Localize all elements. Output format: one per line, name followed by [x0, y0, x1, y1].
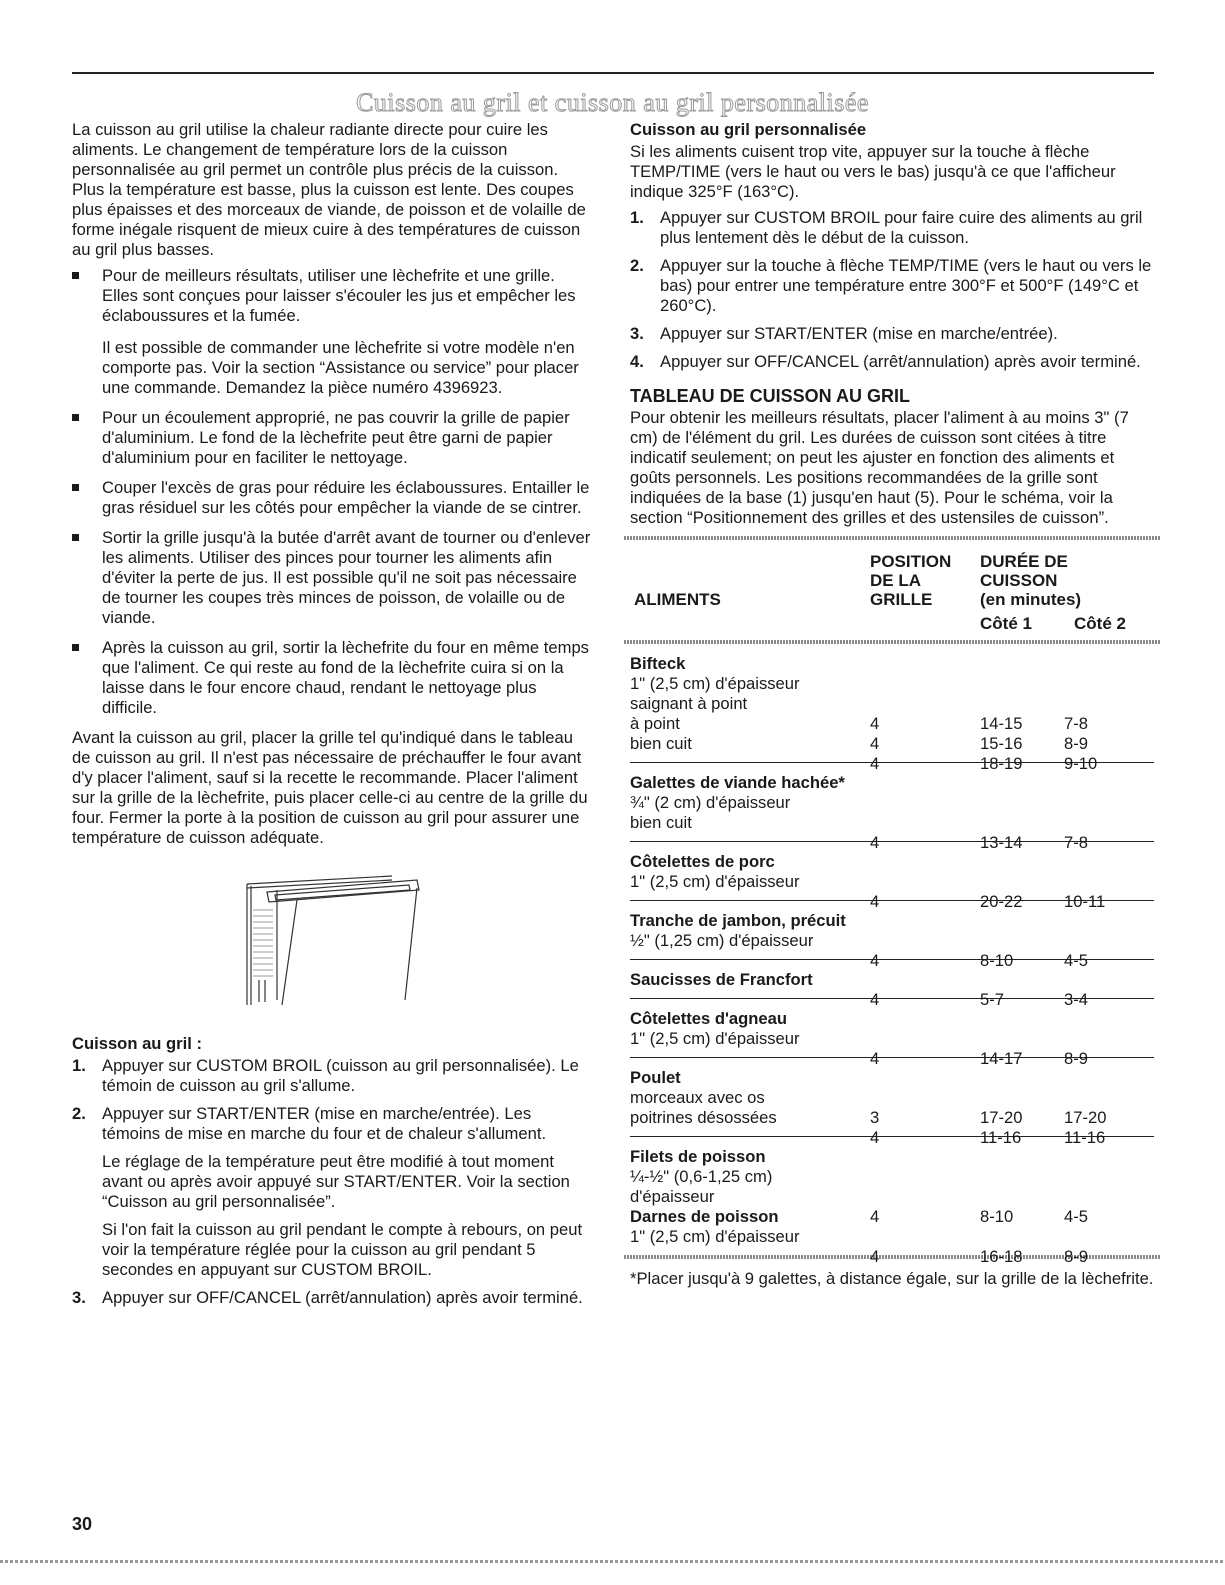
row-side1: 13-14 — [980, 833, 1023, 852]
top-rule — [72, 72, 1154, 74]
table-heading: TABLEAU DE CUISSON AU GRIL — [630, 386, 911, 406]
bullet-square-icon — [72, 534, 79, 541]
row-side1: 5-7 — [980, 990, 1004, 1009]
broil-step — [72, 1104, 592, 1280]
custom-broil-step — [630, 324, 1154, 344]
step-text: Appuyer sur OFF/CANCEL (arrêt/annulation) après avoir terminé. — [660, 352, 1141, 371]
broil-steps-list — [72, 1056, 592, 1308]
custom-broil-step — [630, 352, 1154, 372]
step-number: 3. — [72, 1288, 86, 1307]
food-name: Saucisses de Francfort — [630, 970, 813, 989]
oven-door-broil-stop-icon — [237, 870, 437, 1010]
row-side2: 8-9 — [1064, 734, 1088, 753]
row-side2: 10-11 — [1064, 892, 1106, 911]
tip-item — [72, 408, 592, 468]
custom-broil-step — [630, 208, 1154, 248]
food-name: Poulet — [630, 1068, 681, 1087]
row-label: 1" (2,5 cm) d'épaisseur — [630, 872, 800, 891]
table-row — [630, 694, 1154, 733]
right-column — [630, 120, 1154, 1295]
row-side2: 11-16 — [1064, 1128, 1106, 1147]
broil-setup-paragraph: Avant la cuisson au gril, placer la grille tel qu'indiqué dans le tableau de cuisson au gril. Il n'est pas nécessaire de préchauffer le four avant d'y placer l'aliment, sauf si la recette le recommande. Placer l'aliment sur la grille de la lèchefrite, puis placer celle-ci au centre de la grille du four. Fermer la porte à la position de cuisson au gril pour assurer une température de cuisson adéquate. — [72, 728, 588, 847]
tip-text: Après la cuisson au gril, sortir la lèchefrite du four en même temps que l'aliment. Ce qui reste au fond de la lèchefrite cuira si on la laisse dans le four encore chaud, rendant le nettoyage plus difficile. — [102, 638, 589, 717]
header-position-line2: DE LA — [870, 571, 921, 590]
row-side1: 20-22 — [980, 892, 1023, 911]
row-side1: 11-16 — [980, 1128, 1022, 1147]
step-number: 1. — [630, 208, 644, 227]
step-subtext: Si l'on fait la cuisson au gril pendant le compte à rebours, on peut voir la température réglée pour la cuisson au gril pendant 5 secondes en appuyant sur CUSTOM BROIL. — [102, 1220, 583, 1279]
header-time-line1: DURÉE DE — [980, 552, 1068, 571]
row-label: à point — [630, 714, 680, 733]
bullet-square-icon — [72, 272, 79, 279]
custom-broil-step — [630, 256, 1154, 316]
row-side2: 9-10 — [1064, 754, 1098, 773]
bullet-square-icon — [72, 484, 79, 491]
table-group — [630, 1068, 1154, 1147]
table-row — [630, 734, 1154, 773]
row-side2: 8-9 — [1064, 1247, 1088, 1266]
row-side1: 8-10 — [980, 951, 1014, 970]
header-position-line1: POSITION — [870, 552, 952, 571]
table-body — [630, 644, 1154, 1266]
table-row — [630, 970, 1154, 1009]
row-label: poitrines désossées — [630, 1108, 777, 1127]
table-row — [630, 872, 1154, 911]
row-position: 4 — [870, 1207, 880, 1226]
step-text: Appuyer sur OFF/CANCEL (arrêt/annulation) après avoir terminé. — [102, 1288, 583, 1307]
table-group — [630, 1147, 1154, 1266]
row-label: 1" (2,5 cm) d'épaisseur — [630, 1029, 800, 1048]
header-time-line2: CUISSON — [980, 571, 1058, 590]
step-text: Appuyer sur CUSTOM BROIL (cuisson au gril personnalisée). Le témoin de cuisson au gril s'allume. — [102, 1056, 579, 1095]
header-time — [980, 552, 1081, 609]
table-intro: Pour obtenir les meilleurs résultats, placer l'aliment à au moins 3" (7 cm) de l'élément du gril. Les durées de cuisson sont citées à titre indicatif seulement; on peut les ajuster en fonction des aliments et goûts personnels. Les positions recommandées de la grille sont indiquées de la base (1) jusqu'en haut (5). Pour le schéma, voir la section “Positionnement des grilles et des ustensiles de cuisson”. — [630, 408, 1129, 527]
tip-item — [72, 528, 592, 628]
page-number: 30 — [72, 1514, 93, 1534]
table-row — [630, 1029, 1154, 1068]
header-side2: Côté 2 — [1074, 614, 1126, 633]
table-row — [630, 1108, 1154, 1147]
broiling-chart — [630, 536, 1154, 1266]
step-number: 1. — [72, 1056, 86, 1075]
row-position: 4 — [870, 1247, 880, 1266]
broil-step — [72, 1056, 592, 1096]
table-group — [630, 970, 1154, 1009]
row-side1: 8-10 — [980, 1207, 1014, 1226]
row-side2: 8-9 — [1064, 1049, 1088, 1068]
page-title: Cuisson au gril et cuisson au gril personnalisée — [356, 88, 869, 117]
row-label: bien cuit — [630, 734, 692, 753]
step-text: Appuyer sur START/ENTER (mise en marche/entrée). Les témoins de mise en marche du four et de chaleur s'allument. — [102, 1104, 547, 1143]
table-header — [630, 540, 1154, 640]
broil-step — [72, 1288, 592, 1308]
table-group — [630, 654, 1154, 773]
row-label: morceaux avec os — [630, 1088, 765, 1107]
row-side1: 14-15 — [980, 714, 1023, 733]
header-position — [870, 552, 951, 609]
table-row — [630, 1227, 1154, 1266]
row-side1: 16-18 — [980, 1247, 1023, 1266]
row-side2: 4-5 — [1064, 951, 1088, 970]
step-subtext: Le réglage de la température peut être modifié à tout moment avant ou après avoir appuyé sur START/ENTER. Voir la section “Cuisson au gril personnalisée”. — [102, 1152, 570, 1211]
row-label: d'épaisseur — [630, 1187, 715, 1206]
table-row — [630, 813, 1154, 852]
table-group — [630, 852, 1154, 911]
tip-item — [72, 266, 592, 398]
header-side1: Côté 1 — [980, 614, 1032, 633]
tip-subtext: Il est possible de commander une lèchefrite si votre modèle n'en comporte pas. Voir la section “Assistance ou service” pour placer une commande. Demandez la pièce numéro 4396923. — [102, 338, 579, 397]
tip-text: Sortir la grille jusqu'à la butée d'arrêt avant de tourner ou d'enlever les aliments. Utiliser des pinces pour tourner les aliments afin d'éviter la perte de jus. Il est possible qu'il ne soit pas nécessaire de tourner les coupes très minces de poisson, de volaille ou de viande. — [102, 528, 591, 627]
row-position: 4 — [870, 833, 880, 852]
tip-text: Couper l'excès de gras pour réduire les éclaboussures. Entailler le gras résiduel sur les côtés pour empêcher la viande de se cintrer. — [102, 478, 590, 517]
row-side1: 15-16 — [980, 734, 1023, 753]
table-group — [630, 1009, 1154, 1068]
row-label: bien cuit — [630, 813, 692, 832]
row-position: 4 — [870, 1128, 880, 1147]
custom-broil-heading: Cuisson au gril personnalisée — [630, 120, 867, 139]
table-group — [630, 773, 1154, 852]
row-position: 3 — [870, 1108, 880, 1127]
row-side1: 18-19 — [980, 754, 1023, 773]
food-name: Tranche de jambon, précuit — [630, 911, 846, 930]
table-row — [630, 931, 1154, 970]
step-text: Appuyer sur la touche à flèche TEMP/TIME (vers le haut ou vers le bas) pour entrer une température entre 300°F et 500°F (149°C et 260°C). — [660, 256, 1152, 315]
row-position: 4 — [870, 754, 880, 773]
row-position: 4 — [870, 1049, 880, 1068]
row-side1: 17-20 — [980, 1108, 1023, 1127]
step-text: Appuyer sur START/ENTER (mise en marche/entrée). — [660, 324, 1058, 343]
left-column — [72, 120, 592, 1316]
food-name: Galettes de viande hachée* — [630, 773, 845, 792]
header-food: ALIMENTS — [634, 590, 721, 609]
row-position: 4 — [870, 951, 880, 970]
row-side2: 4-5 — [1064, 1207, 1088, 1226]
custom-broil-steps-list — [630, 208, 1154, 372]
bullet-square-icon — [72, 644, 79, 651]
table-group — [630, 911, 1154, 970]
row-position: 4 — [870, 990, 880, 1009]
step-text: Appuyer sur CUSTOM BROIL pour faire cuire des aliments au gril plus lentement dès le début de la cuisson. — [660, 208, 1143, 247]
row-label: saignant à point — [630, 694, 748, 713]
row-position: 4 — [870, 734, 880, 753]
intro-paragraph: La cuisson au gril utilise la chaleur radiante directe pour cuire les aliments. Le changement de température lors de la cuisson personnalisée au gril permet un contrôle plus précis de la cuisson. Plus la température est basse, plus la cuisson est lente. Des coupes plus épaisses et des morceaux de viande, de poisson et de volaille de forme inégale risquent de mieux cuire à des températures de cuisson au gril plus basses. — [72, 120, 586, 259]
tip-text: Pour un écoulement approprié, ne pas couvrir la grille de papier d'aluminium. Le fond de la lèchefrite peut être garni de papier d'aluminium pour en faciliter le nettoyage. — [102, 408, 570, 467]
bullet-square-icon — [72, 414, 79, 421]
row-side1: 14-17 — [980, 1049, 1023, 1068]
custom-broil-intro: Si les aliments cuisent trop vite, appuyer sur la touche à flèche TEMP/TIME (vers le haut ou vers le bas) jusqu'à ce que l'afficheur indique 325°F (163°C). — [630, 142, 1116, 201]
tip-text: Pour de meilleurs résultats, utiliser une lèchefrite et une grille. Elles sont conçues pour laisser s'écouler les jus et empêcher les éclaboussures et la fumée. — [102, 266, 576, 325]
food-name: Côtelettes de porc — [630, 852, 775, 871]
step-number: 2. — [630, 256, 644, 275]
bottom-rule — [0, 1560, 1225, 1563]
tip-item — [72, 638, 592, 718]
step-number: 2. — [72, 1104, 86, 1123]
food-name: Côtelettes d'agneau — [630, 1009, 788, 1028]
tips-list — [72, 266, 592, 718]
tip-item — [72, 478, 592, 518]
food-subtitle: 1" (2,5 cm) d'épaisseur — [630, 674, 800, 693]
step-number: 3. — [630, 324, 644, 343]
food-subtitle: ¾" (2 cm) d'épaisseur — [630, 793, 791, 812]
row-side2: 7-8 — [1064, 714, 1088, 733]
food-name: Bifteck — [630, 654, 686, 673]
oven-door-illustration — [237, 870, 437, 1010]
table-footnote: *Placer jusqu'à 9 galettes, à distance égale, sur la grille de la lèchefrite. — [630, 1269, 1154, 1288]
broil-heading: Cuisson au gril : — [72, 1034, 202, 1053]
food-name: Filets de poisson — [630, 1147, 766, 1166]
row-position: 4 — [870, 892, 880, 911]
row-side2: 3-4 — [1064, 990, 1088, 1009]
header-time-line3: (en minutes) — [980, 590, 1082, 609]
row-label: 1" (2,5 cm) d'épaisseur — [630, 1227, 800, 1246]
food-name: Darnes de poisson — [630, 1207, 779, 1226]
header-position-line3: GRILLE — [870, 590, 933, 609]
row-label: ½" (1,25 cm) d'épaisseur — [630, 931, 814, 950]
row-position: 4 — [870, 714, 880, 733]
step-number: 4. — [630, 352, 644, 371]
food-subtitle: ¼-½" (0,6-1,25 cm) — [630, 1167, 773, 1186]
row-side2: 17-20 — [1064, 1108, 1107, 1127]
row-side2: 7-8 — [1064, 833, 1088, 852]
